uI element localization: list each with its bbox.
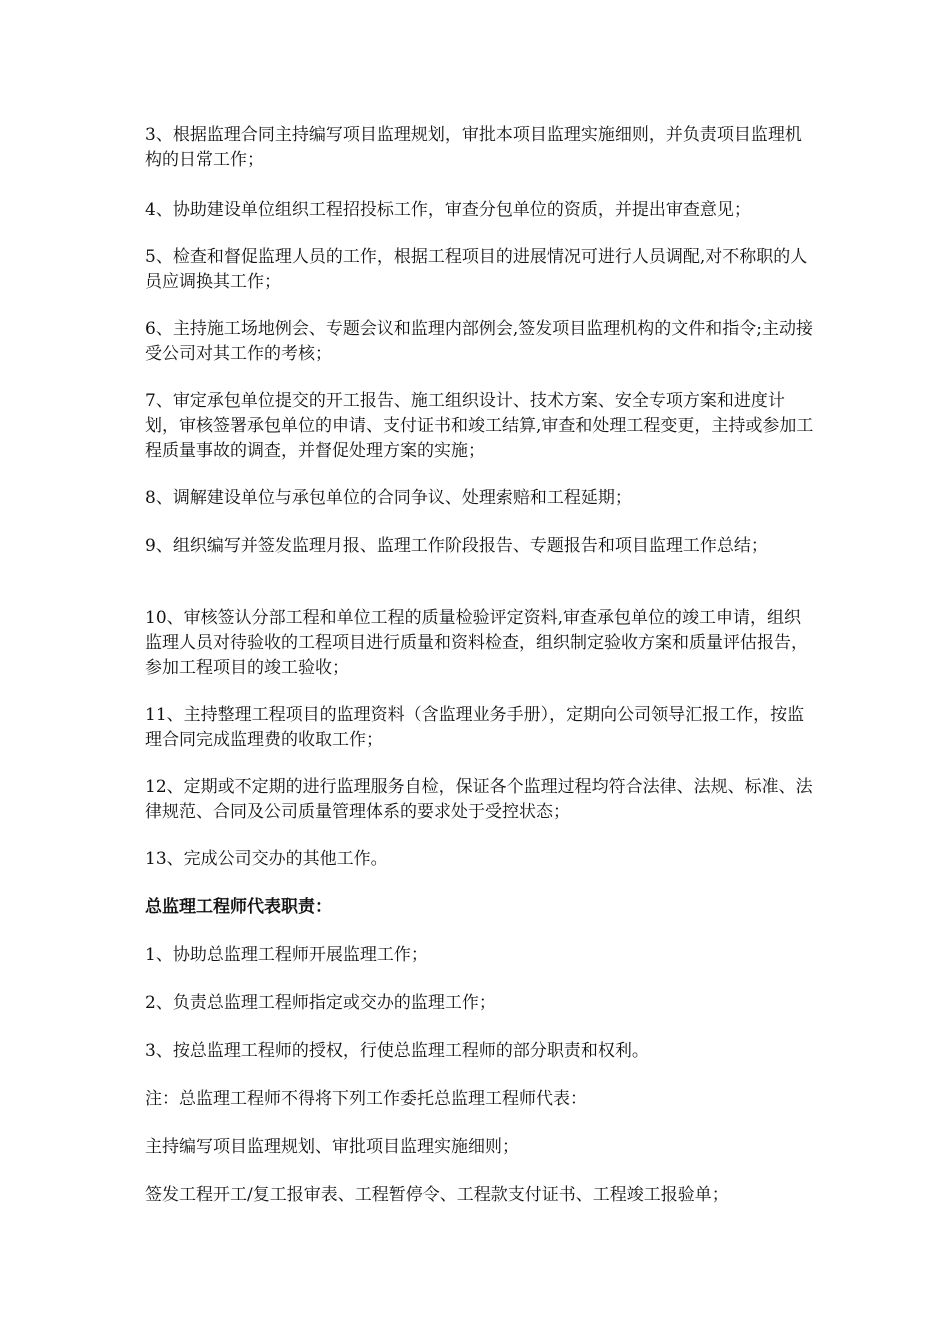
duty-item-13: 13、完成公司交办的其他工作。: [145, 849, 388, 869]
duty-item-11: 11、主持整理工程项目的监理资料（含监理业务手册），定期向公司领导汇报工作，按监理合同完成监理费的收取工作；: [145, 705, 805, 750]
duty-item-7: 7、审定承包单位提交的开工报告、施工组织设计、技术方案、安全专项方案和进度计划，审核签署承包单位的申请、支付证书和竣工结算,审查和处理工程变更，主持或参加工程质量事故的调查，并督促处理方案的实施；: [145, 391, 814, 461]
duty-item-4: 4、协助建设单位组织工程招投标工作，审查分包单位的资质，并提出审查意见；: [145, 200, 751, 220]
duty-item-8: 8、调解建设单位与承包单位的合同争议、处理索赔和工程延期；: [145, 488, 632, 508]
duty-item-12: 12、定期或不定期的进行监理服务自检，保证各个监理过程均符合法律、法规、标准、法律规范、合同及公司质量管理体系的要求处于受控状态；: [145, 777, 813, 822]
duty-item-3: 3、根据监理合同主持编写项目监理规划，审批本项目监理实施细则，并负责项目监理机构的日常工作；: [145, 125, 802, 170]
note-item-1: 主持编写项目监理规划、审批项目监理实施细则；: [145, 1137, 519, 1157]
deputy-item-3: 3、按总监理工程师的授权，行使总监理工程师的部分职责和权利。: [145, 1041, 649, 1061]
deputy-item-2: 2、负责总监理工程师指定或交办的监理工作；: [145, 993, 496, 1013]
duty-item-5: 5、检查和督促监理人员的工作，根据工程项目的进展情况可进行人员调配,对不称职的人员应调换其工作；: [145, 247, 808, 292]
duty-item-9: 9、组织编写并签发监理月报、监理工作阶段报告、专题报告和项目监理工作总结；: [145, 536, 768, 556]
deputy-duties-heading: 总监理工程师代表职责：: [145, 897, 332, 917]
duty-item-10: 10、审核签认分部工程和单位工程的质量检验评定资料,审查承包单位的竣工申请，组织监理人员对待验收的工程项目进行质量和资料检查，组织制定验收方案和质量评估报告，参加工程项目的竣工验收；: [145, 608, 808, 678]
note-item-2: 签发工程开工/复工报审表、工程暂停令、工程款支付证书、工程竣工报验单；: [145, 1185, 729, 1205]
deputy-item-1: 1、协助总监理工程师开展监理工作；: [145, 945, 428, 965]
duty-item-6: 6、主持施工场地例会、专题会议和监理内部例会,签发项目监理机构的文件和指令;主动接受公司对其工作的考核；: [145, 319, 813, 364]
note-text: 注：总监理工程师不得将下列工作委托总监理工程师代表：: [145, 1089, 587, 1109]
